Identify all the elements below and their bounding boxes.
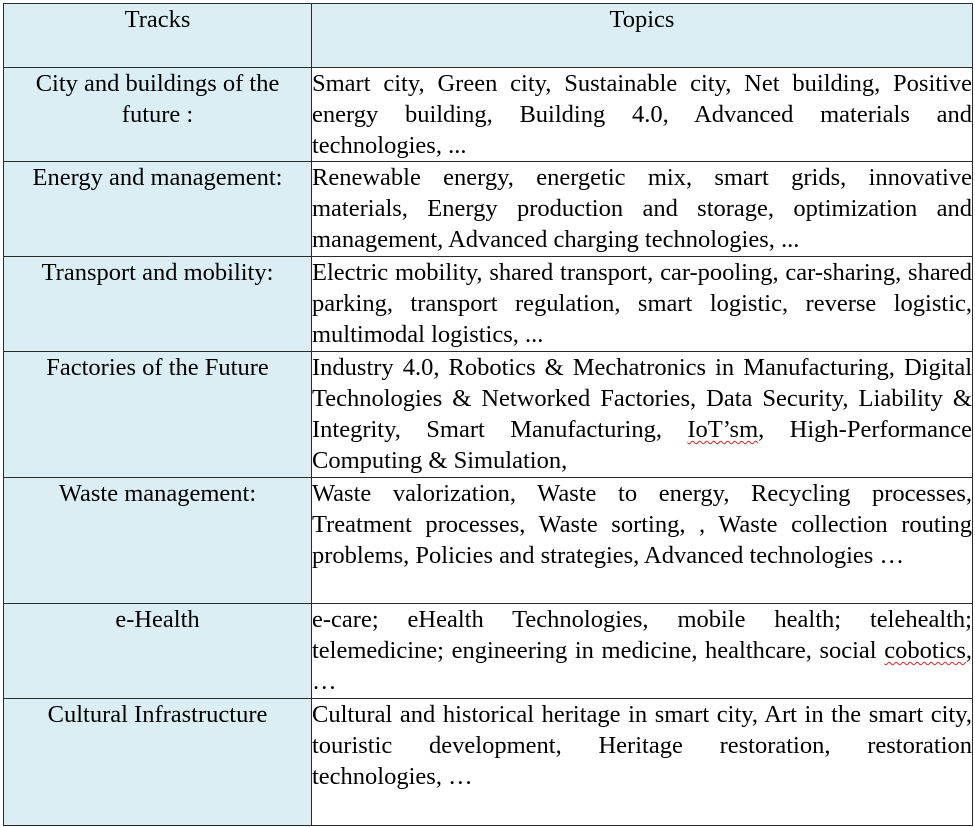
topics-factories-part-3: , High-Performance Computing & Simulation, xyxy=(312,416,972,474)
track-cultural: Cultural Infrastructure xyxy=(4,699,312,826)
table-row xyxy=(4,478,973,604)
tracks-topics-table xyxy=(3,3,973,826)
topics-energy: Renewable energy, energetic mix, smart grids, innovative materials, Energy production and storage, optimization and management, Advanced charging technologies, ... xyxy=(312,162,973,257)
table-row xyxy=(4,699,973,826)
topics-ehealth xyxy=(312,604,973,699)
track-ehealth: e-Health xyxy=(4,604,312,699)
spellcheck-word-cobotics: cobotics xyxy=(884,637,966,664)
topics-factories xyxy=(312,352,973,478)
topics-header: Topics xyxy=(312,4,973,68)
topics-factories-part-1: Industry 4.0, Robotics & Mechatronics in Manufacturing, Digital Technologies & Networked Factories, Data Security, Liability & Integrity, Smart Manufacturing, xyxy=(312,354,972,443)
track-city-buildings: City and buildings of the future : xyxy=(4,68,312,162)
track-waste: Waste management: xyxy=(4,478,312,604)
topics-waste: Waste valorization, Waste to energy, Recycling processes, Treatment processes, Waste sorting, , Waste collection routing problems, Policies and strategies, Advanced technologies … xyxy=(312,478,973,604)
topics-cultural: Cultural and historical heritage in smart city, Art in the smart city, touristic development, Heritage restoration, restoration technologies, … xyxy=(312,699,973,826)
tracks-header: Tracks xyxy=(4,4,312,68)
table-row xyxy=(4,604,973,699)
table-row xyxy=(4,162,973,257)
topics-city-buildings: Smart city, Green city, Sustainable city, Net building, Positive energy building, Building 4.0, Advanced materials and technologies, ... xyxy=(312,68,973,162)
track-transport: Transport and mobility: xyxy=(4,257,312,352)
header-row xyxy=(4,4,973,68)
table-row xyxy=(4,352,973,478)
spellcheck-word-iotsm: IoT’sm xyxy=(687,416,759,443)
table-row xyxy=(4,68,973,162)
table-row xyxy=(4,257,973,352)
topics-transport: Electric mobility, shared transport, car-pooling, car-sharing, shared parking, transport regulation, smart logistic, reverse logistic, multimodal logistics, ... xyxy=(312,257,973,352)
topics-ehealth-part-3: , … xyxy=(312,637,972,695)
topics-ehealth-part-1: e-care; eHealth Technologies, mobile health; telehealth; telemedicine; engineering in medicine, healthcare, social xyxy=(312,606,972,664)
track-energy: Energy and management: xyxy=(4,162,312,257)
track-factories: Factories of the Future xyxy=(4,352,312,478)
